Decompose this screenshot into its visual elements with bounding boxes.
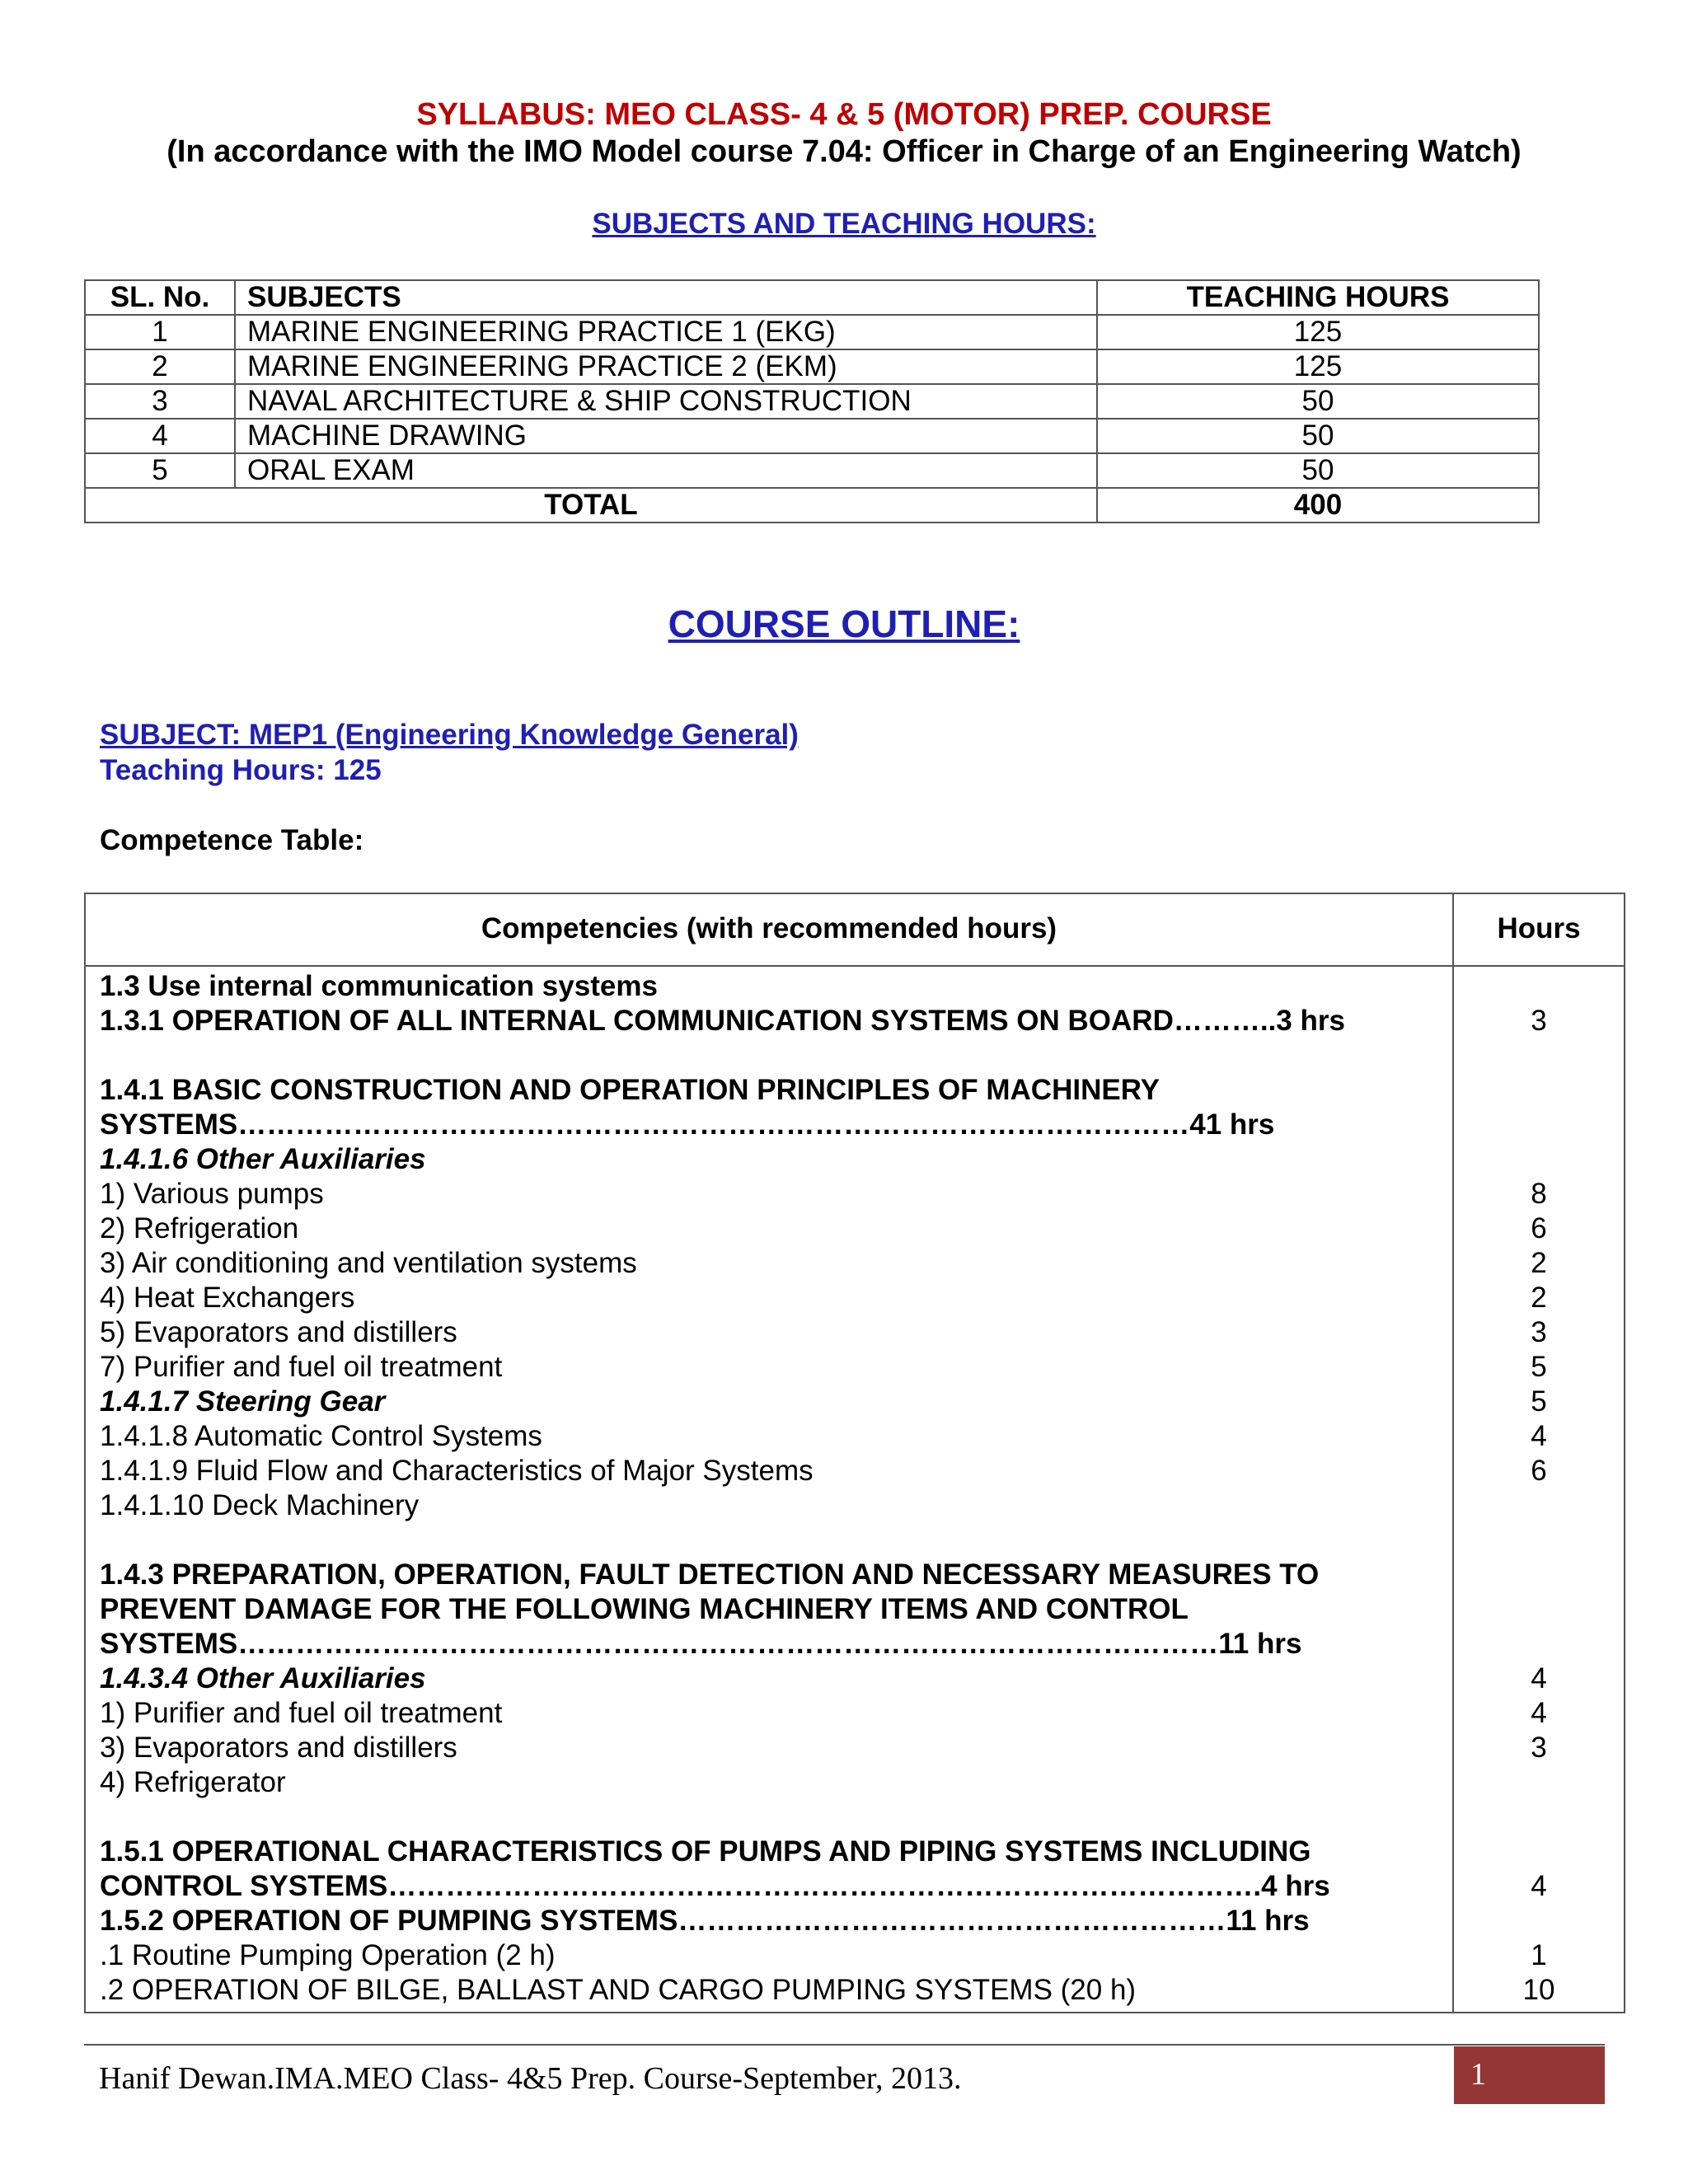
competency-hours: 1 xyxy=(1531,1939,1547,1971)
competency-hours: 2 xyxy=(1531,1247,1547,1279)
subject-cell: MACHINE DRAWING xyxy=(235,419,1097,453)
subject-mep1-teaching-hours: Teaching Hours: 125 xyxy=(100,754,382,786)
competency-hours: 5 xyxy=(1531,1351,1547,1383)
competence-table-label: Competence Table: xyxy=(100,824,364,856)
header-divider xyxy=(86,965,1624,967)
hours-cell: 125 xyxy=(1097,349,1539,384)
competency-hours: 8 xyxy=(1531,1178,1547,1210)
competency-hours: 3 xyxy=(1531,1732,1547,1764)
document-subtitle: (In accordance with the IMO Model course 7.04: Officer in Charge of an Engineering Watch) xyxy=(166,134,1522,169)
competency-line: .2 OPERATION OF BILGE, BALLAST AND CARGO PUMPING SYSTEMS (20 h) xyxy=(100,1974,1137,2006)
document-title: SYLLABUS: MEO CLASS- 4 & 5 (MOTOR) PREP. COURSE xyxy=(416,97,1272,132)
competency-line: 1.4.3 PREPARATION, OPERATION, FAULT DETECTION AND NECESSARY MEASURES TO xyxy=(100,1558,1320,1591)
competency-line: 1.4.1.7 Steering Gear xyxy=(100,1385,386,1418)
competency-hours: 5 xyxy=(1531,1385,1547,1418)
competency-hours: 10 xyxy=(1522,1974,1555,2006)
column-header-sl-no: SL. No. xyxy=(85,280,235,315)
competency-line: 1) Various pumps xyxy=(100,1178,324,1210)
hours-column-header: Hours xyxy=(1497,912,1581,944)
total-value: 400 xyxy=(1097,488,1539,523)
subject-cell: MARINE ENGINEERING PRACTICE 2 (EKM) xyxy=(235,349,1097,384)
footer-divider xyxy=(84,2044,1605,2046)
subjects-heading: SUBJECTS AND TEACHING HOURS: xyxy=(592,208,1096,240)
competency-line: 1.5.2 OPERATION OF PUMPING SYSTEMS…………………………………………………11 hrs xyxy=(100,1905,1310,1937)
competency-line: PREVENT DAMAGE FOR THE FOLLOWING MACHINERY ITEMS AND CONTROL xyxy=(100,1593,1189,1625)
competency-hours: 6 xyxy=(1531,1212,1547,1244)
competency-hours: 4 xyxy=(1531,1697,1547,1729)
column-header-teaching-hours: TEACHING HOURS xyxy=(1097,280,1539,315)
course-outline-heading: COURSE OUTLINE: xyxy=(668,602,1020,645)
subjects-table xyxy=(84,279,1540,523)
hours-cell: 50 xyxy=(1097,419,1539,453)
competency-line: 5) Evaporators and distillers xyxy=(100,1316,457,1348)
page-number: 1 xyxy=(1470,2057,1486,2092)
sl-no-cell: 5 xyxy=(85,453,235,488)
competencies-column-header: Competencies (with recommended hours) xyxy=(481,912,1057,944)
competency-line: 1.4.1 BASIC CONSTRUCTION AND OPERATION PRINCIPLES OF MACHINERY xyxy=(100,1074,1160,1106)
competency-line: .1 Routine Pumping Operation (2 h) xyxy=(100,1939,556,1971)
table-row xyxy=(85,384,1539,419)
competency-hours: 4 xyxy=(1531,1420,1547,1452)
subject-mep1-title: SUBJECT: MEP1 (Engineering Knowledge General) xyxy=(100,719,799,751)
sl-no-cell: 1 xyxy=(85,315,235,349)
competency-line: 1.3 Use internal communication systems xyxy=(100,970,658,1002)
table-row xyxy=(85,349,1539,384)
footer-text: Hanif Dewan.IMA.MEO Class- 4&5 Prep. Course-September, 2013. xyxy=(99,2061,962,2096)
subject-cell: ORAL EXAM xyxy=(235,453,1097,488)
table-header-row xyxy=(85,280,1539,315)
competency-hours: 3 xyxy=(1531,1316,1547,1348)
competency-line: 1.3.1 OPERATION OF ALL INTERNAL COMMUNICATION SYSTEMS ON BOARD………..3 hrs xyxy=(100,1005,1345,1037)
competency-hours: 2 xyxy=(1531,1282,1547,1314)
table-row xyxy=(85,453,1539,488)
hours-cell: 125 xyxy=(1097,315,1539,349)
sl-no-cell: 4 xyxy=(85,419,235,453)
hours-cell: 50 xyxy=(1097,384,1539,419)
competency-line: 4) Heat Exchangers xyxy=(100,1282,355,1314)
competency-line: 1) Purifier and fuel oil treatment xyxy=(100,1697,503,1729)
page-number-box xyxy=(1454,2046,1605,2104)
competency-line: SYSTEMS………………………………………………………………………………………41 hrs xyxy=(100,1108,1275,1141)
competency-line: 2) Refrigeration xyxy=(100,1212,299,1244)
competency-line: 3) Evaporators and distillers xyxy=(100,1732,457,1764)
competency-hours: 6 xyxy=(1531,1455,1547,1487)
competency-line: 3) Air conditioning and ventilation systems xyxy=(100,1247,637,1279)
total-label: TOTAL xyxy=(85,488,1097,523)
competency-line: 1.4.1.6 Other Auxiliaries xyxy=(100,1143,426,1175)
competency-line: 1.4.1.9 Fluid Flow and Characteristics of Major Systems xyxy=(100,1455,814,1487)
competency-line: 7) Purifier and fuel oil treatment xyxy=(100,1351,503,1383)
competency-line: 1.4.1.10 Deck Machinery xyxy=(100,1489,420,1521)
competency-line: 1.4.1.8 Automatic Control Systems xyxy=(100,1420,542,1452)
competence-table xyxy=(84,893,1625,2013)
competency-hours: 4 xyxy=(1531,1662,1547,1694)
competency-hours: 4 xyxy=(1531,1870,1547,1902)
subject-cell: MARINE ENGINEERING PRACTICE 1 (EKG) xyxy=(235,315,1097,349)
competency-line: 1.5.1 OPERATIONAL CHARACTERISTICS OF PUMPS AND PIPING SYSTEMS INCLUDING xyxy=(100,1835,1311,1868)
competency-line: 4) Refrigerator xyxy=(100,1766,286,1798)
table-row xyxy=(85,419,1539,453)
subject-cell: NAVAL ARCHITECTURE & SHIP CONSTRUCTION xyxy=(235,384,1097,419)
column-header-subjects: SUBJECTS xyxy=(235,280,1097,315)
competency-hours: 3 xyxy=(1531,1005,1547,1037)
competency-line: CONTROL SYSTEMS……………………………………………………………………………….4 hrs xyxy=(100,1870,1330,1902)
competency-line: 1.4.3.4 Other Auxiliaries xyxy=(100,1662,426,1694)
hours-cell: 50 xyxy=(1097,453,1539,488)
table-total-row xyxy=(85,488,1539,523)
table-row xyxy=(85,315,1539,349)
competency-line: SYSTEMS…………………………………………………………………………………………11 hrs xyxy=(100,1628,1302,1660)
sl-no-cell: 3 xyxy=(85,384,235,419)
sl-no-cell: 2 xyxy=(85,349,235,384)
